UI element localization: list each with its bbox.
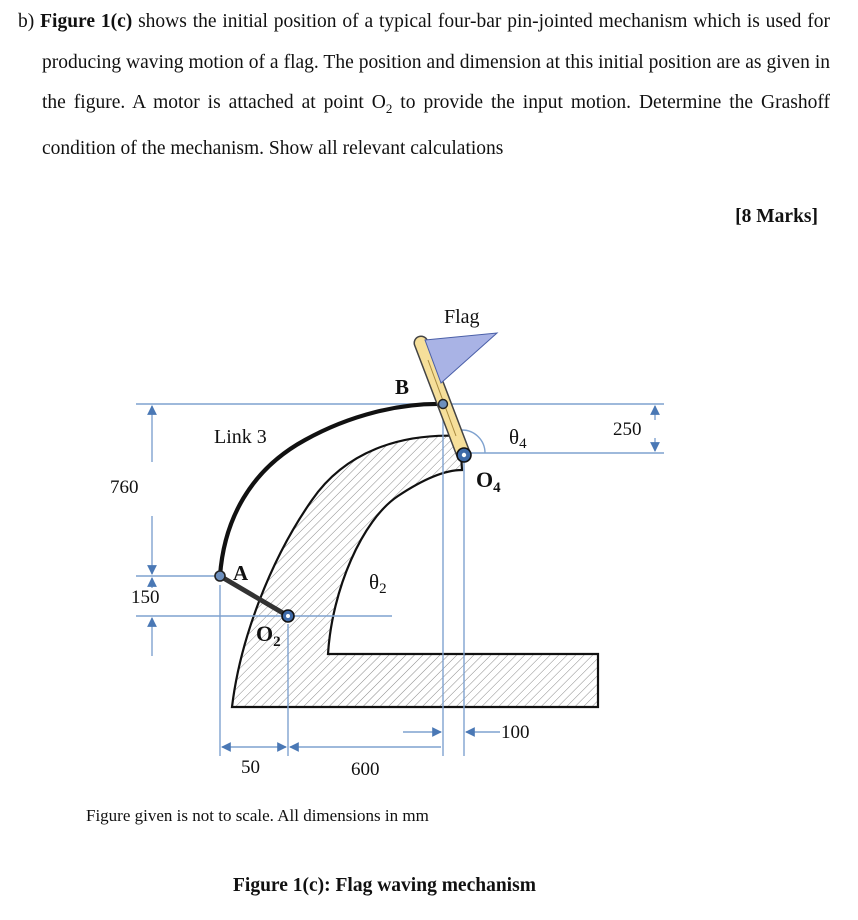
- dim-600-label: 600: [351, 759, 380, 780]
- o2-label: $O_2$: [256, 621, 281, 650]
- o4-label: $O_4$: [476, 467, 501, 496]
- dim-250-label: 250: [613, 419, 642, 440]
- marks-label: [8 Marks]: [735, 206, 818, 227]
- figure-note: Figure given is not to scale. All dimensions in mm: [86, 806, 429, 825]
- dim-50-label: 50: [241, 757, 260, 778]
- dim-760-label: 760: [110, 477, 139, 498]
- point-a-label: A: [233, 561, 249, 585]
- theta4-label: θ4: [509, 425, 527, 452]
- theta2-label: θ2: [369, 570, 387, 597]
- figure-caption: Figure 1(c): Flag waving mechanism: [233, 875, 536, 896]
- flag-label: Flag: [444, 306, 480, 328]
- o2-subscript: 2: [385, 100, 393, 116]
- question-text-part2: to provide the input motion. Determine the Grashoff condition of the mechanism. Show all relevant calculations: [42, 92, 830, 160]
- figure-reference: Figure 1(c): [40, 11, 133, 32]
- dim-150-label: 150: [131, 587, 160, 608]
- ground-frame: [232, 436, 598, 707]
- point-b-label: B: [395, 375, 410, 399]
- question-label: b): [18, 11, 35, 32]
- dim-100-label: 100: [501, 722, 530, 743]
- link-3-label: Link 3: [214, 426, 267, 448]
- question-text-part1: shows the initial position of a typical four-bar pin-jointed mechanism which is used for producing waving motion of a flag. The position and dimension at this initial position are as given in the figure. A motor is attached at point O: [42, 11, 831, 113]
